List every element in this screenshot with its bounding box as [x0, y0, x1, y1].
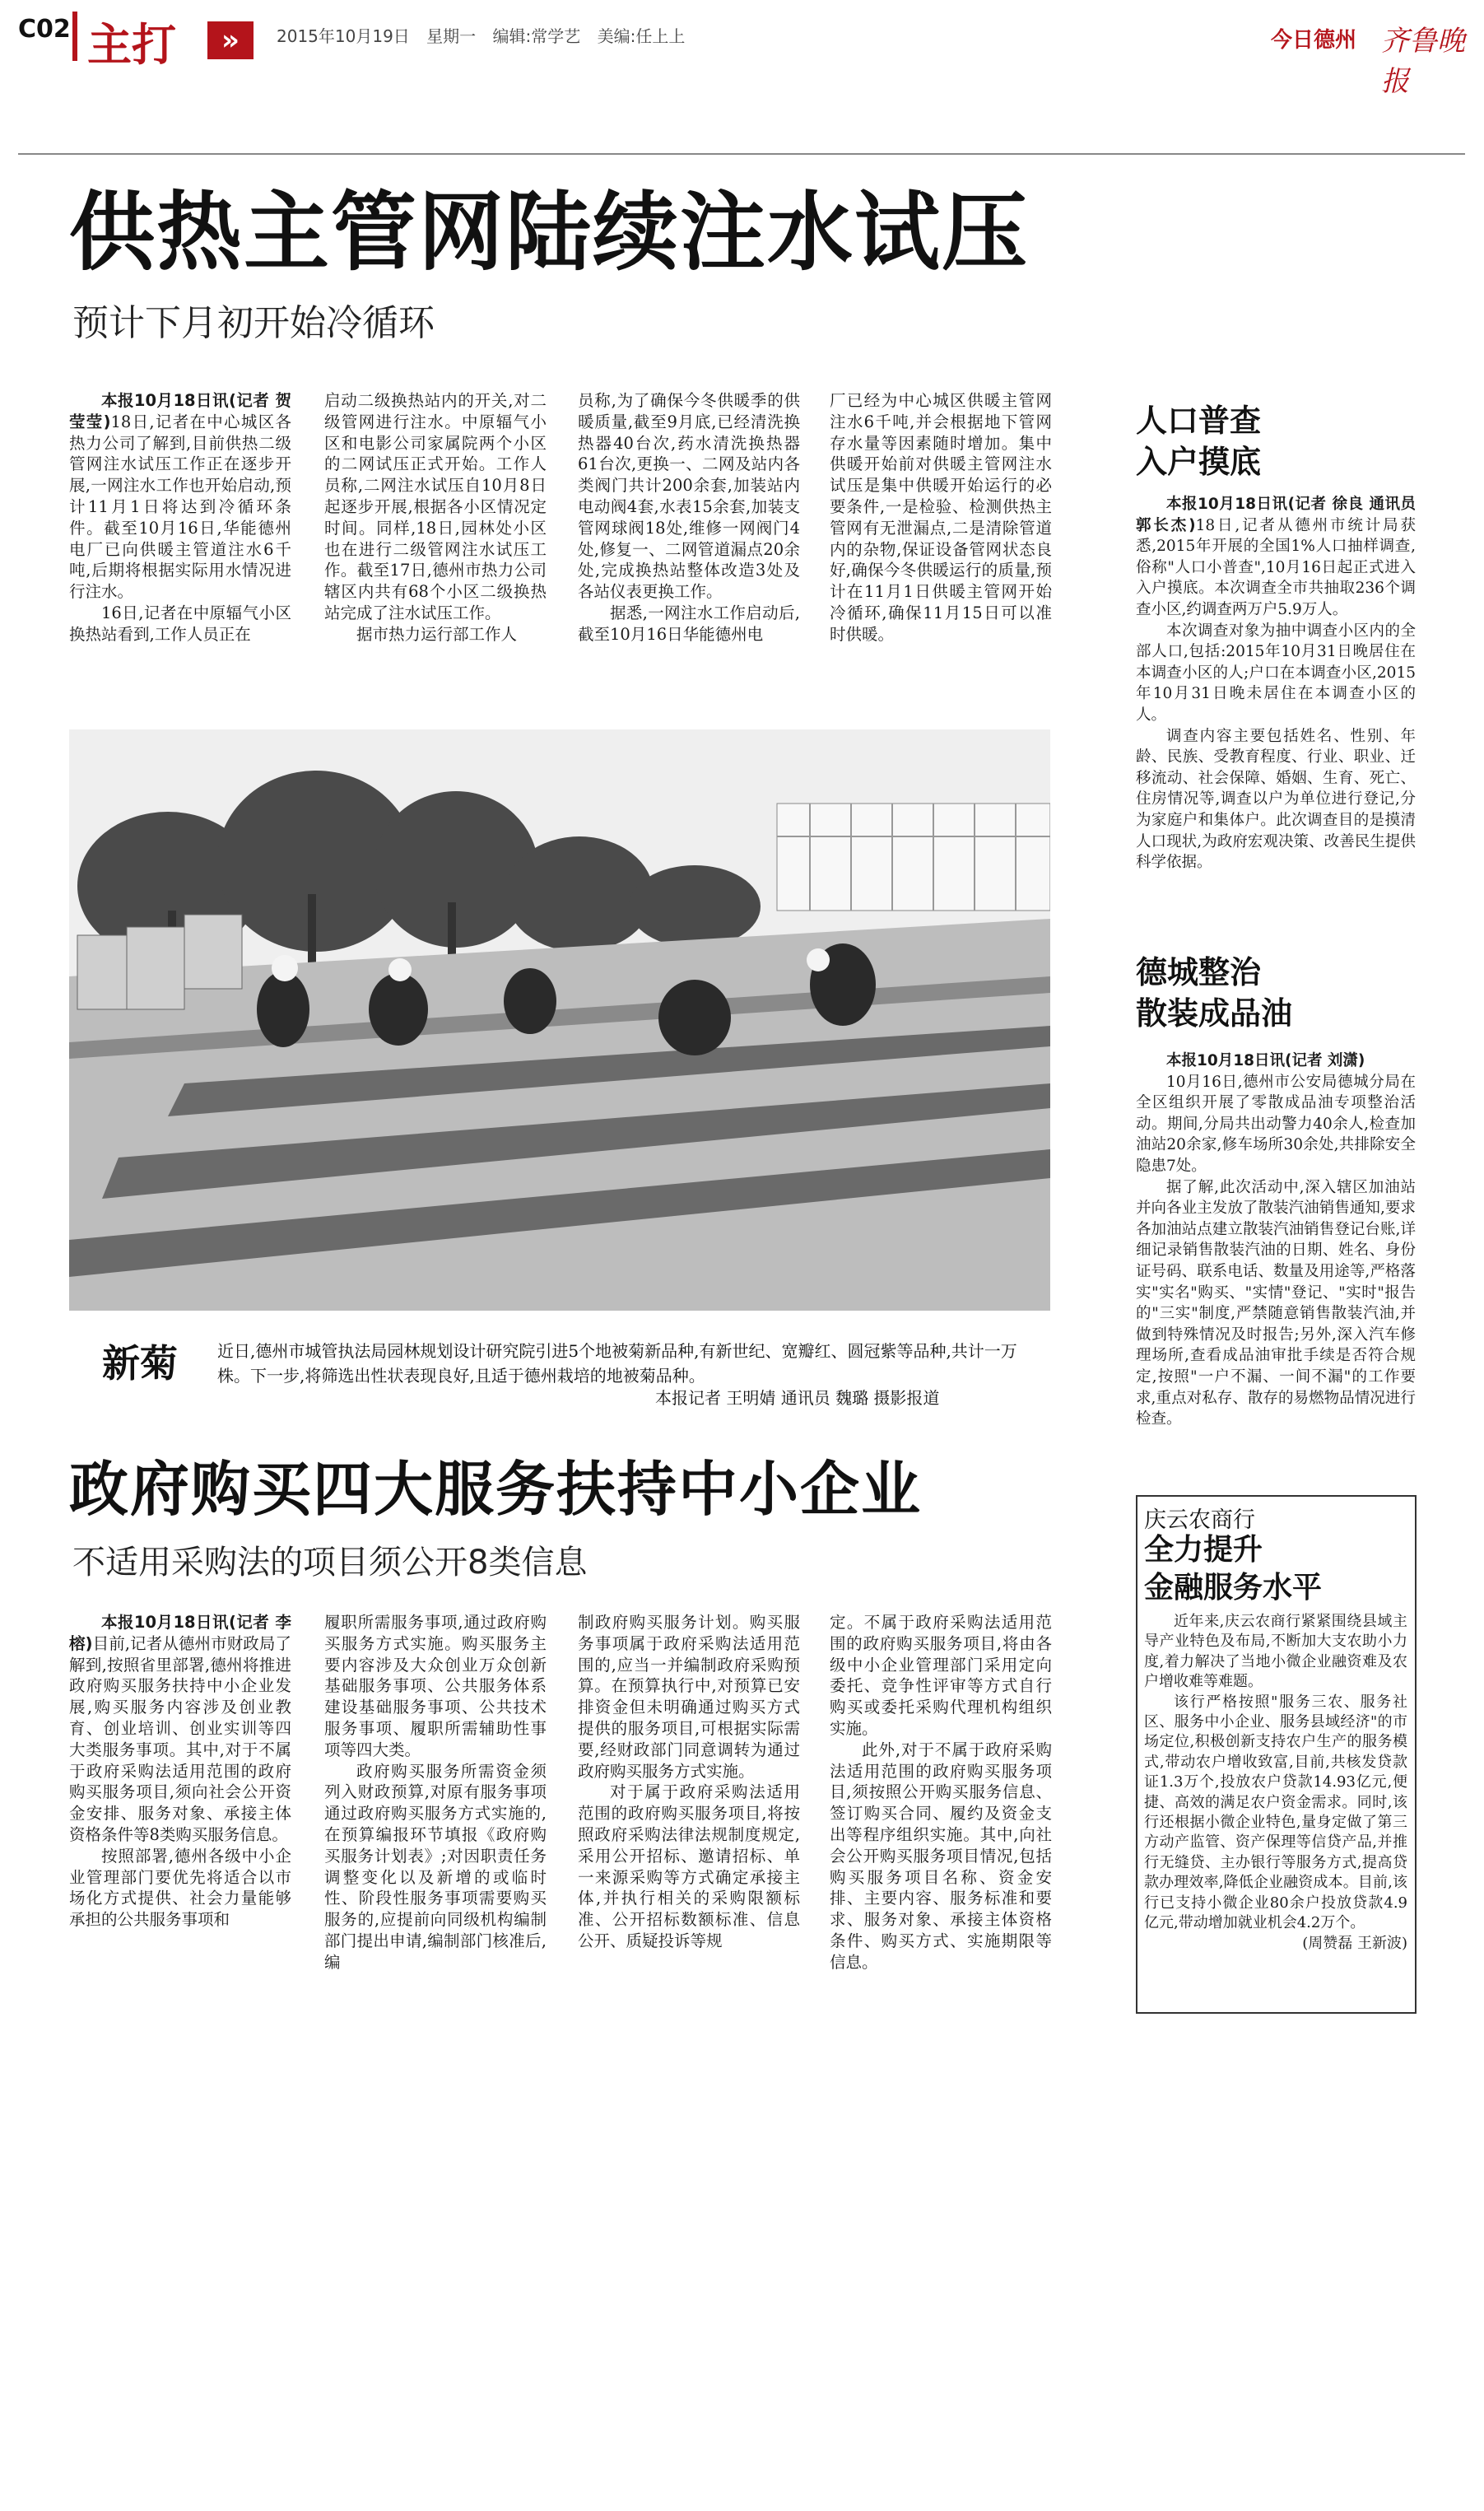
side3-box — [1136, 1495, 1417, 2014]
side1-body — [1136, 494, 1416, 873]
second-text: 履职所需服务事项,通过政府购买服务方式实施。购买服务主要内容涉及大众创业万众创新基础服务事项、公共服务体系建设基础服务事项、公共技术服务事项、履职所需辅助性事项等四大类。 — [324, 1613, 547, 1759]
side2-body — [1136, 1051, 1416, 1430]
second-text: 此外,对于不属于政府采购法适用范围的政府购买服务项目,须按照公开购买服务信息、签订购买合同、履约及资金支出等程序组织实施。其中,向社会公开购买服务项目情况,包括购买服务项目名称、资金安排、主要内容、服务标准和要求、服务对象、承接主体资格条件、购买方式、实施期限等信息。 — [830, 1740, 1052, 1972]
second-text: 按照部署,德州各级中小企业管理部门要优先将适合以市场化方式提供、社会力量能够承担的公共服务事项和 — [69, 1846, 291, 1930]
lead-text: 据市热力运行部工作人 — [356, 624, 518, 644]
lead-text: 员称,为了确保今冬供暖季的供暖质量,截至9月底,已经清洗换热器40台次,药水清洗换热器61台次,更换一、二网及站内各类阀门共计200余套,加装站内电动阀4套,水表15余套,加装支管网球阀18处,维修一网阀门4处,修复一、二网管道漏点20余处,完成换热站整体改造3处及各站仪表更换工作。 — [578, 391, 800, 602]
second-byline: 本报10月18日讯(记者 李榕) — [69, 1613, 291, 1653]
lead-subheadline: 预计下月初开始冷循环 — [72, 302, 435, 344]
side1-headline-line2: 入户摸底 — [1136, 444, 1262, 480]
side1-byline: 本报10月18日讯(记者 徐良 通讯员 郭长杰) — [1136, 496, 1416, 534]
photo-caption-text: 近日,德州市城管执法局园林规划设计研究院引进5个地被菊新品种,有新世纪、宽瓣红、圆冠紫等品种,共计一万株。下一步,将筛选出性状表现良好,且适于德州栽培的地被菊品种。 — [217, 1341, 1017, 1386]
side3-headline — [1144, 1531, 1322, 1607]
second-text: 目前,记者从德州市财政局了解到,按照省里部署,德州将推进政府购买服务扶持中小企业发展,购买服务内容涉及创业教育、创业培训、创业实训等四大类服务事项。其中,对于不属于政府采购法适用范围的政府购买服务项目,须向社会公开资金安排、服务对象、承接主体资格条件等8类购买服务信息。 — [69, 1633, 291, 1844]
side3-body — [1144, 1612, 1407, 1954]
side2-headline — [1136, 952, 1292, 1034]
lead-column-4 — [830, 390, 1052, 645]
lead-column-2 — [324, 390, 547, 645]
photo-caption-title: 新菊 — [102, 1341, 178, 1386]
lead-text: 18日,记者在中心城区各热力公司了解到,目前供热二级管网注水试压工作正在逐步开展,一网注水工作也开始启动,预计11月1日将达到冷循环条件。截至10月16日,华能德州电厂已向供暖主管道注水6千吨,后期将根据实际用水情况进行注水。 — [69, 412, 291, 602]
second-column-3 — [578, 1612, 800, 1952]
lead-byline: 本报10月18日讯(记者 贺莹莹) — [69, 391, 291, 431]
second-text: 政府购买服务所需资金须列入财政预算,对原有服务事项通过政府购买服务方式实施的,在预算编报环节填报《政府购买服务计划表》;对因职责任务调整变化以及新增的或临时性、阶段性服务事项需要购买服务的,应提前向同级机构编制部门提出申请,编制部门核准后,编 — [324, 1761, 547, 1972]
second-column-2 — [324, 1612, 547, 1973]
issue-info: 2015年10月19日 星期一 编辑:常学艺 美编:任上上 — [277, 26, 686, 46]
page-number: C02 — [18, 15, 71, 44]
second-text: 对于属于政府采购法适用范围的政府购买服务项目,将按照政府采购法律法规制度规定,采用公开招标、邀请招标、单一来源采购等方式确定承接主体,并执行相关的采购限额标准、公开招标数额标准、信息公开、质疑投诉等规 — [578, 1782, 800, 1950]
side2-headline-line1: 德城整治 — [1136, 954, 1262, 990]
side3-headline-line1: 全力提升 — [1144, 1533, 1263, 1567]
second-headline: 政府购买四大服务扶持中小企业 — [69, 1455, 923, 1524]
side3-text: 该行严格按照"服务三农、服务社区、服务中小企业、服务县域经济"的市场定位,积极创新支持农户生产的服务模式,带动农户增收致富,目前,共核发贷款证1.3万个,投放农户贷款14.93亿元,便捷、高效的满足农户资金需求。同时,该行还根据小微企业特色,量身定做了第三方动产监管、资产保理等信贷产品,并推行无缝贷、主办银行等服务方式,提高贷款办理效率,降低企业融资成本。目前,该行已支持小微企业80余户投放贷款4.9亿元,带动增加就业机会4.2万个。 — [1144, 1693, 1407, 1932]
photo-credit: 本报记者 王明婧 通讯员 魏璐 摄影报道 — [655, 1388, 940, 1408]
side1-headline — [1136, 400, 1261, 482]
side3-headline-line2: 金融服务水平 — [1144, 1571, 1323, 1605]
section-title: 主打 — [87, 19, 176, 71]
newspaper-logo: 齐鲁晚报 — [1381, 25, 1465, 98]
side2-headline-line2: 散装成品油 — [1136, 995, 1293, 1032]
side3-text: 近年来,庆云农商行紧紧围绕县域主导产业特色及布局,不断加大支农助小力度,着力解决了当地小微企业融资难及农户增收难等难题。 — [1144, 1613, 1407, 1691]
second-column-1 — [69, 1612, 291, 1931]
second-subheadline: 不适用采购法的项目须公开8类信息 — [72, 1544, 588, 1582]
side2-text: 据了解,此次活动中,深入辖区加油站并向各业主发放了散装汽油销售通知,要求各加油站点建立散装汽油销售登记台账,详细记录销售散装汽油的日期、姓名、身份证号码、联系电话、数量及用途等,严格落实"实名"购买、"实情"登记、"实时"报告的"三实"制度,严禁随意销售散装汽油,并做到特殊情况及时报告;另外,深入汽车修理场所,查看成品油审批手续是否符合规定,按照"一户不漏、一间不漏"的工作要求,重点对私存、散存的易燃物品情况进行检查。 — [1136, 1178, 1416, 1428]
header-divider — [18, 153, 1465, 155]
lead-text: 厂已经为中心城区供暖主管网注水6千吨,并会根据地下管网存水量等因素随时增加。集中供暖开始前对供暖主管网注水试压是集中供暖开始运行的必要条件,一是检验、检测供热主管网有无泄漏点,二是清除管道内的杂物,保证设备管网状态良好,确保今冬供暖运行的质量,预计在11月1日供暖主管网开始冷循环,确保11月15日可以准时供暖。 — [830, 391, 1052, 644]
second-text: 定。不属于政府采购法适用范围的政府购买服务项目,将由各级中小企业管理部门采用定向委托、竞争性评审等方式自行购买或委托采购代理机构组织实施。 — [830, 1613, 1052, 1738]
side1-text: 18日,记者从德州市统计局获悉,2015年开展的全国1%人口抽样调查,俗称"人口小普查",10月16日起正式进入入户摸底。本次调查全市共抽取236个调查小区,约调查两万户5.9万人。 — [1136, 516, 1416, 618]
lead-column-3 — [578, 390, 800, 645]
second-text: 制政府购买服务计划。购买服务事项属于政府采购法适用范围的,应当一并编制政府采购预算。在预算执行中,对预算已安排资金但未明确通过购买方式提供的服务项目,可根据实际需要,经财政部门同意调转为通过政府购买服务方式实施。 — [578, 1613, 800, 1781]
side1-text: 本次调查对象为抽中调查小区内的全部人口,包括:2015年10月31日晚居住在本调查小区的人;户口在本调查小区,2015年10月31日晚未居住在本调查小区的人。 — [1136, 622, 1416, 724]
lead-text: 据悉,一网注水工作启动后,截至10月16日华能德州电 — [578, 603, 800, 644]
side3-kicker: 庆云农商行 — [1144, 1507, 1255, 1533]
side1-text: 调查内容主要包括姓名、性别、年龄、民族、受教育程度、行业、职业、迁移流动、社会保障、婚姻、生育、死亡、住房情况等,调查以户为单位进行登记,分为家庭户和集体户。此次调查目的是摸清人口现状,为政府宏观决策、改善民生提供科学依据。 — [1136, 727, 1416, 872]
lead-column-1 — [69, 390, 291, 645]
section-arrow-icon: » — [207, 21, 254, 59]
side2-text: 10月16日,德州市公安局德城分局在全区组织开展了零散成品油专项整治活动。期间,分局共出动警力40余人,检查加油站20余家,修车场所30余处,共排除安全隐患7处。 — [1136, 1073, 1416, 1175]
side2-byline: 本报10月18日讯(记者 刘潇) — [1166, 1052, 1365, 1069]
lead-text: 启动二级换热站内的开关,对二级管网进行注水。中原辐气小区和电影公司家属院两个小区的二网试压正式开始。工作人员称,二网注水试压自10月8日起逐步开展,根据各小区情况定时间。同样,18日,园林处小区也在进行二级管网注水试压工作。截至17日,德州市热力公司辖区内共有68个小区二级换热站完成了注水试压工作。 — [324, 391, 547, 622]
side1-headline-line1: 人口普查 — [1136, 403, 1262, 439]
side3-credit: (周赞磊 王新波) — [1302, 1934, 1407, 1952]
lead-text: 16日,记者在中原辐气小区换热站看到,工作人员正在 — [69, 603, 291, 644]
chrysanthemum-photo — [69, 729, 1050, 1311]
header-accent-bar — [72, 12, 77, 61]
edition-label: 今日德州 — [1271, 28, 1357, 53]
second-column-4 — [830, 1612, 1052, 1973]
lead-headline: 供热主管网陆续注水试压 — [69, 182, 1030, 282]
